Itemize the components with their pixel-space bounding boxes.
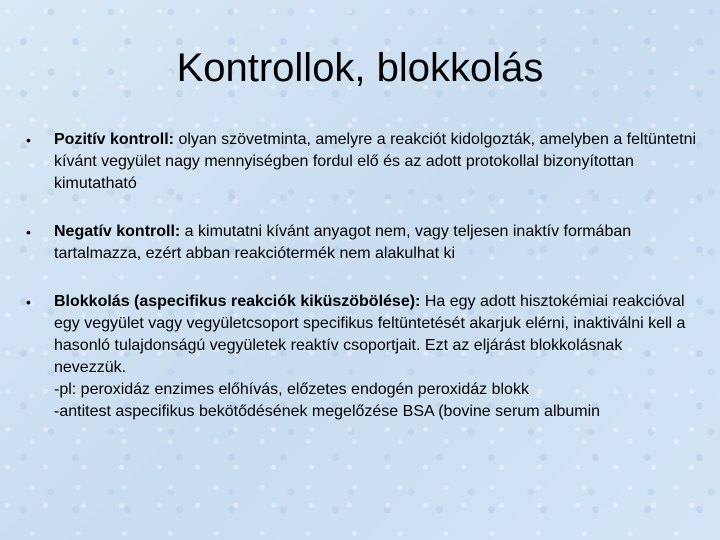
bullet-icon: •: [26, 294, 31, 310]
bullet-item-negative-control: [26, 221, 698, 265]
bullet-item-positive-control: [26, 129, 698, 195]
bullet-item-blocking: [26, 291, 698, 423]
bullet-text: olyan szövetminta, amelyre a reakciót kidolgozták, amelyben a feltüntetni kívánt vegyület nagy mennyiségben fordul elő és az adott protokollal bizonyítottan kimutatható: [54, 131, 697, 192]
bullet-icon: •: [26, 224, 31, 240]
bullet-term: Negatív kontroll:: [54, 223, 181, 240]
example-line-peroxidase: -pl: peroxidáz enzimes előhívás, előzetes endogén peroxidáz blokk: [54, 381, 529, 398]
bullet-term: Blokkolás (aspecifikus reakciók kiküszöbölése):: [54, 293, 421, 310]
bullet-text: Ha egy adott hisztokémiai reakcióval egy vegyület vagy vegyületcsoport specifikus feltüntetését akarjuk elérni, inaktiválni kell a hasonló tulajdonságú vegyületek reaktív csoportjait. Ezt az eljárást blokkolásnak nevezzük.: [54, 293, 686, 376]
bullet-icon: •: [26, 132, 31, 148]
example-line-antibody: -antitest aspecifikus bekötődésének megelőzése BSA (bovine serum albumin: [54, 403, 601, 420]
bullet-text: a kimutatni kívánt anyagot nem, vagy teljesen inaktív formában tartalmazza, ezért abban reakciótermék nem alakulhat ki: [54, 223, 632, 262]
bullet-term: Pozitív kontroll:: [54, 131, 174, 148]
slide-title: Kontrollok, blokkolás: [176, 46, 544, 90]
bullet-list: [26, 129, 698, 423]
